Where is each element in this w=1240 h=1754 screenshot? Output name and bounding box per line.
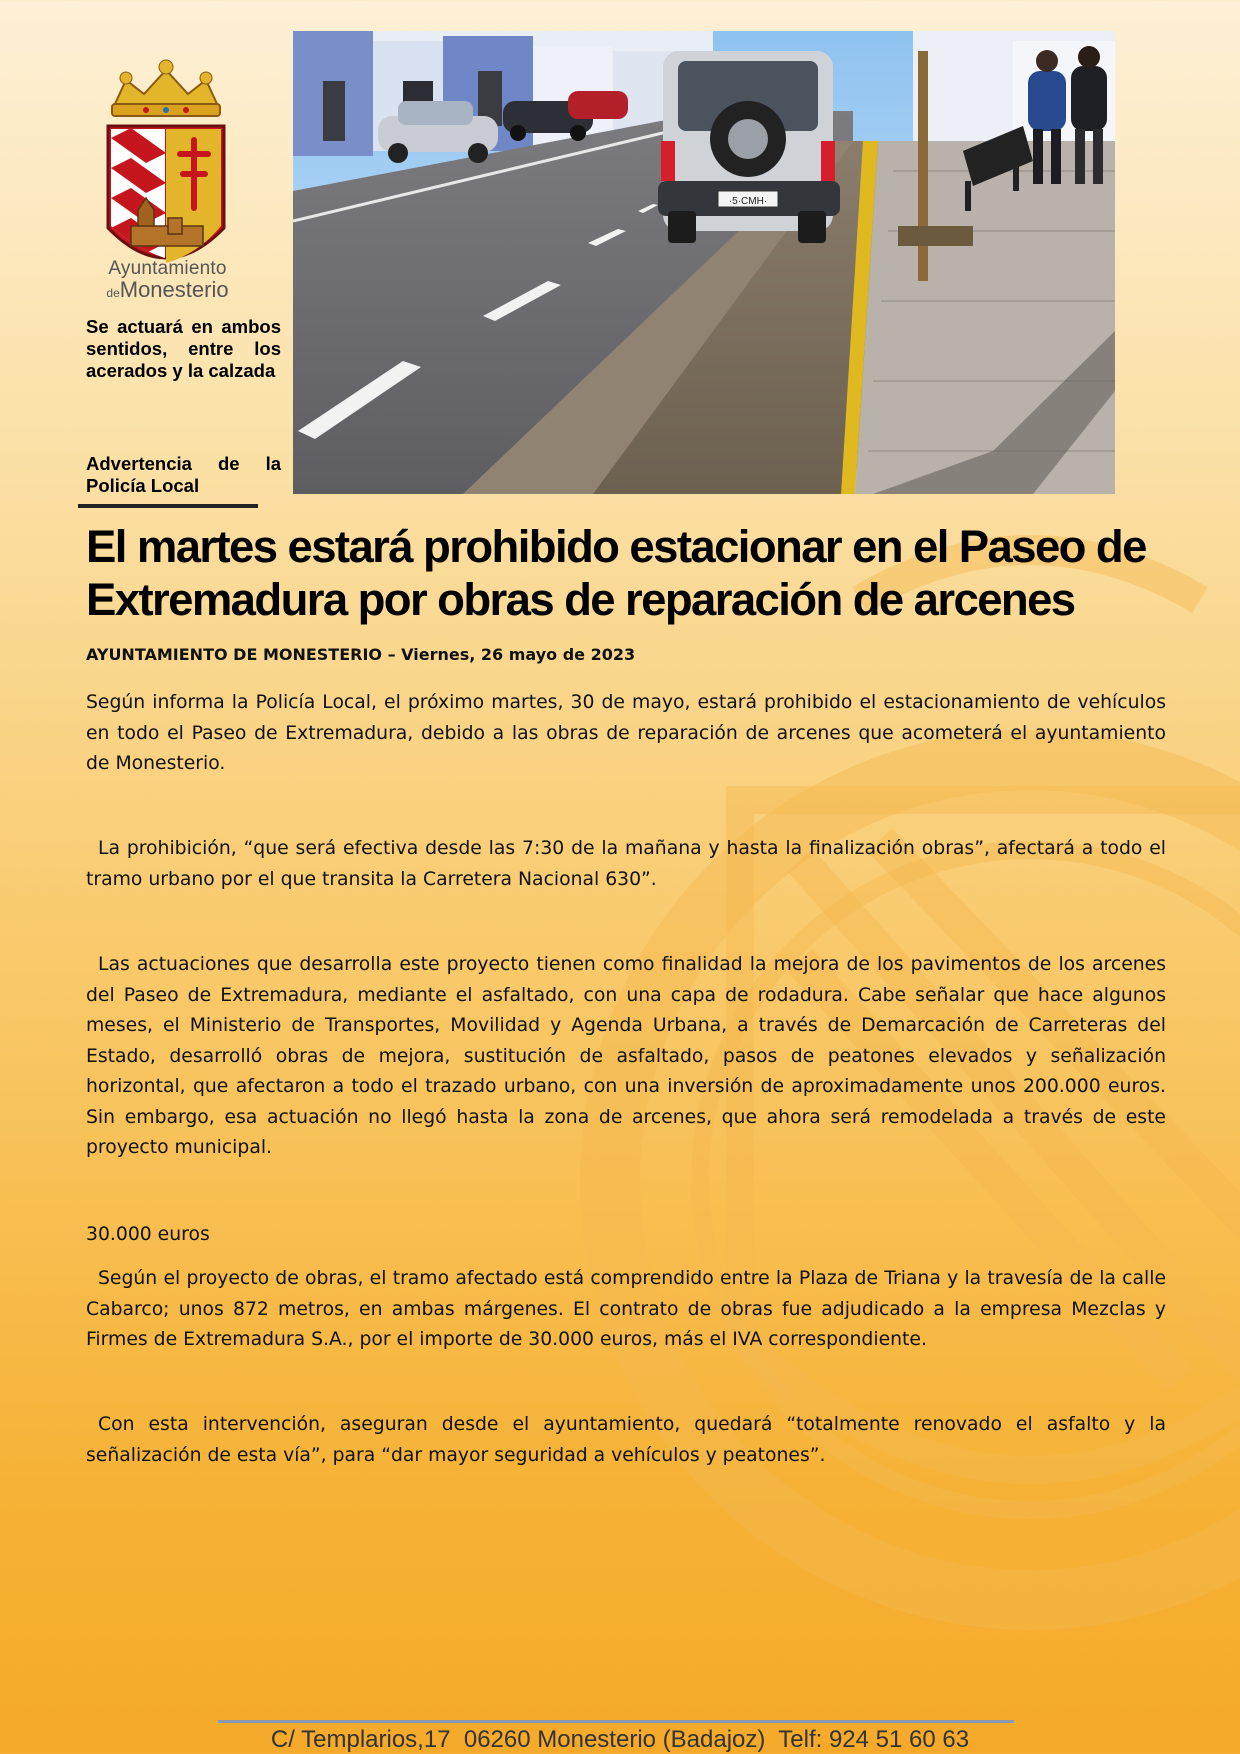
article-paragraph-5: Con esta intervención, aseguran desde el ayuntamiento, quedará “totalmente renovado el asfalto y la señalización de esta vía”, para “dar mayor seguridad a vehículos y peatones”. <box>86 1414 1166 1466</box>
footer-address: C/ Templarios,17 06260 Monesterio (Badajoz) Telf: 924 51 60 63 <box>270 1726 970 1753</box>
logo-name-line1: Ayuntamiento <box>108 258 227 279</box>
street-photo <box>293 31 1115 494</box>
article-paragraph-4: Según el proyecto de obras, el tramo afectado está comprendido entre la Plaza de Triana y la travesía de la calle Cabarco; unos 872 metros, en ambas márgenes. El contrato de obras fue adjudicado a la empresa Mezclas y Firmes de Extremadura S.A., por el importe de 30.000 euros, más el IVA correspondiente. <box>86 1268 1166 1350</box>
sidebar-note-sentidos: Se actuará en ambos sentidos, entre los acerados y la calzada <box>86 316 281 381</box>
logo-name-line2 <box>80 277 255 303</box>
article-paragraph-2: La prohibición, “que será efectiva desde las 7:30 de la mañana y hasta la finalización obras”, afectará a todo el tramo urbano por el que transita la Carretera Nacional 630”. <box>86 838 1166 890</box>
sidebar-note-advertencia: Advertencia de la Policía Local <box>86 453 281 496</box>
article-headline: El martes estará prohibido estacionar en el Paseo de Extremadura por obras de reparación de arcenes <box>86 521 1146 625</box>
logo-wordmark <box>80 258 255 303</box>
logo-name-town: Monesterio <box>119 277 229 302</box>
article-paragraph-1: Según informa la Policía Local, el próximo martes, 30 de mayo, estará prohibido el estacionamiento de vehículos en todo el Paseo de Extremadura, debido a las obras de reparación de arcenes que acometerá el ayuntamiento de Monesterio. <box>86 692 1166 774</box>
logo-name-prefix: de <box>106 286 120 300</box>
article-paragraph-3: Las actuaciones que desarrolla este proyecto tienen como finalidad la mejora de los pavimentos de los arcenes del Paseo de Extremadura, mediante el asfaltado, con una capa de rodadura. Cabe señalar que hace algunos meses, el Ministerio de Transportes, Movilidad y Agenda Urbana, a través de Demarcación de Carreteras del Estado, desarrolló obras de mejora, sustitución de asfaltado, pasos de peatones elevados y señalización horizontal, que afectaron a todo el trazado urbano, con una inversión de aproximadamente unos 200.000 euros. Sin embargo, esa actuación no llegó hasta la zona de arcenes, que ahora será remodelada a través de este proyecto municipal. <box>86 954 1166 1158</box>
article-subheading: 30.000 euros <box>86 1224 210 1245</box>
article-byline: AYUNTAMIENTO DE MONESTERIO – Viernes, 26 mayo de 2023 <box>86 645 636 664</box>
license-plate: ·5·CMH· <box>728 196 768 207</box>
sidebar-divider <box>78 504 258 508</box>
footer-divider <box>218 1720 1014 1723</box>
